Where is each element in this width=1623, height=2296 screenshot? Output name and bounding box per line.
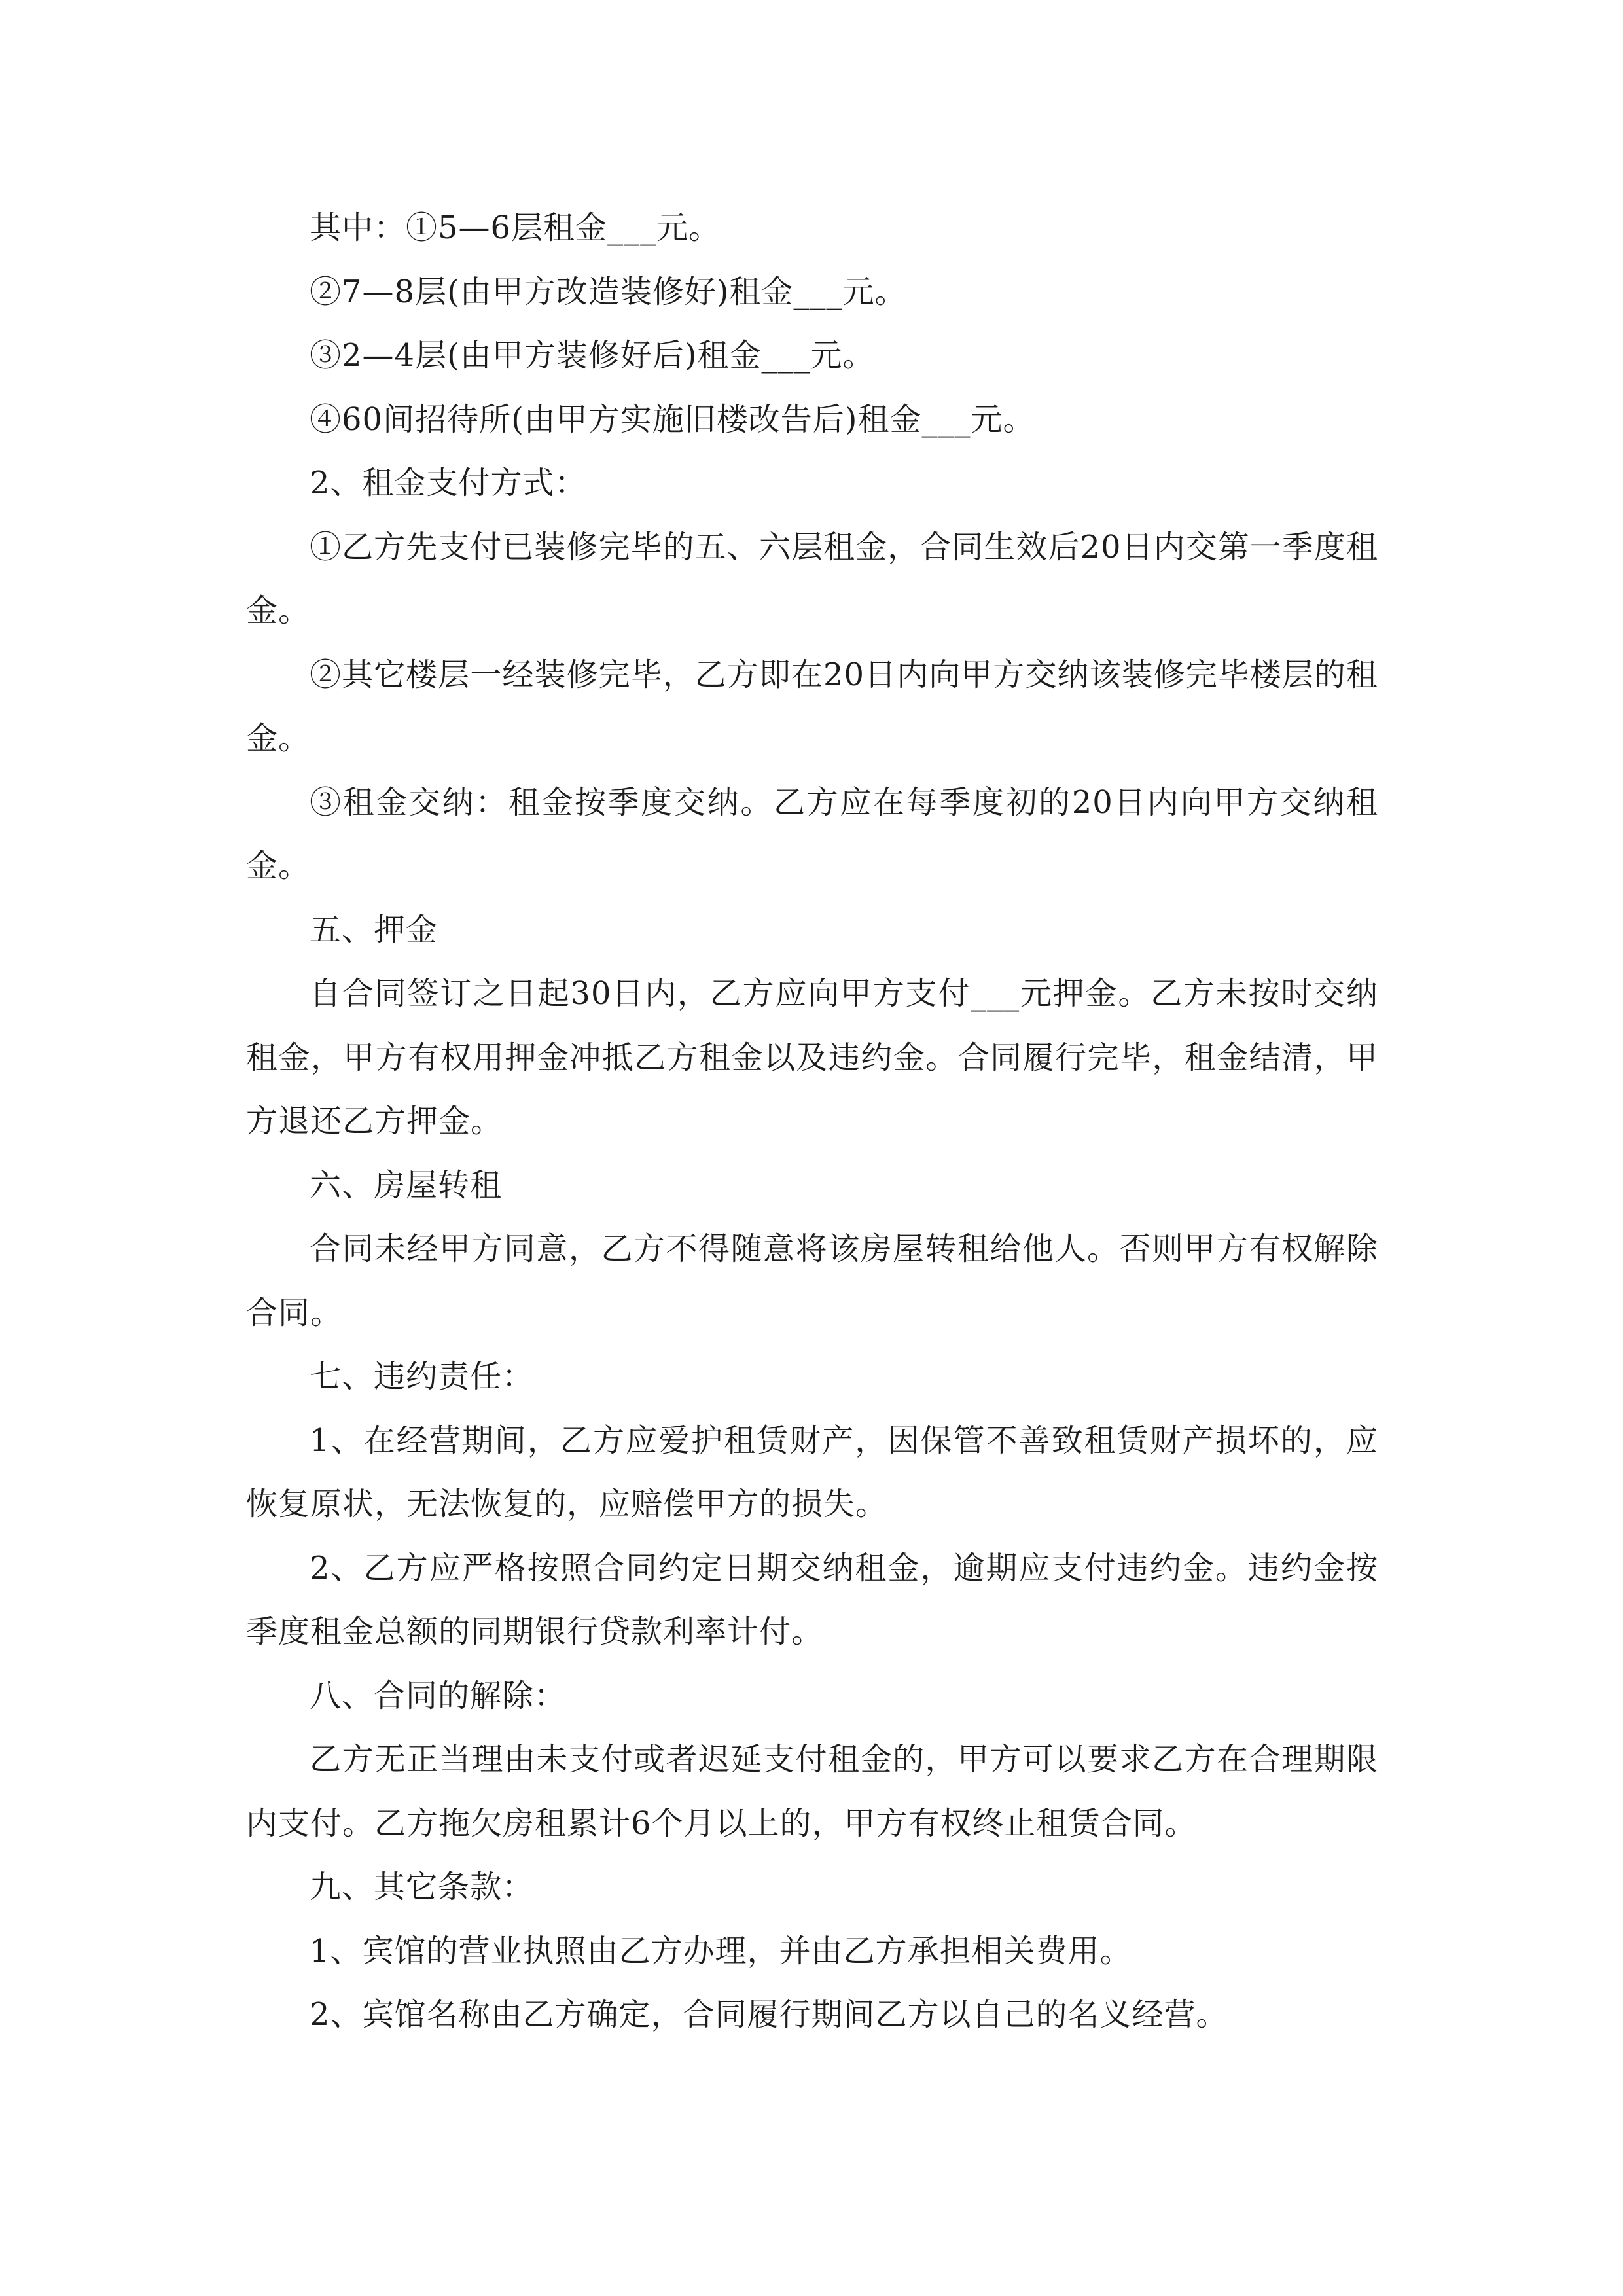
payment-method-item-1: ①乙方先支付已装修完毕的五、六层租金，合同生效后20日内交第一季度租金。 xyxy=(246,528,1378,629)
payment-method-item-3: ③租金交纳：租金按季度交纳。乙方应在每季度初的20日内向甲方交纳租金。 xyxy=(246,783,1378,884)
section-heading-other-terms: 九、其它条款： xyxy=(310,1869,535,1905)
breach-clause-2: 2、乙方应严格按照合同约定日期交纳租金，逾期应支付违约金。违约金按季度租金总额的同期银行贷款利率计付。 xyxy=(246,1549,1378,1650)
deposit-clause: 自合同签订之日起30日内，乙方应向甲方支付___元押金。乙方未按时交纳租金，甲方有权用押金冲抵乙方租金以及违约金。合同履行完毕，租金结清，甲方退还乙方押金。 xyxy=(246,975,1378,1139)
rent-item-floors-2-4: ③2—4层(由甲方装修好后)租金___元。 xyxy=(310,337,875,374)
breach-clause-1: 1、在经营期间，乙方应爱护租赁财产，因保管不善致租赁财产损坏的，应恢复原状，无法恢复的，应赔偿甲方的损失。 xyxy=(246,1422,1378,1522)
section-heading-breach: 七、违约责任： xyxy=(310,1358,535,1395)
rent-item-guesthouse: ④60间招待所(由甲方实施旧楼改告后)租金___元。 xyxy=(310,401,1035,438)
section-heading-sublease: 六、房屋转租 xyxy=(310,1166,503,1204)
other-terms-clause-2: 2、宾馆名称由乙方确定，合同履行期间乙方以自己的名义经营。 xyxy=(310,1996,1228,2033)
section-heading-deposit: 五、押金 xyxy=(310,911,438,948)
document-body xyxy=(246,196,1378,2047)
termination-clause: 乙方无正当理由未支付或者迟延支付租金的，甲方可以要求乙方在合理期限内支付。乙方拖欠房租累计6个月以上的，甲方有权终止租赁合同。 xyxy=(246,1741,1378,1842)
payment-method-item-2: ②其它楼层一经装修完毕，乙方即在20日内向甲方交纳该装修完毕楼层的租金。 xyxy=(246,656,1378,757)
payment-method-heading: 2、租金支付方式： xyxy=(310,465,587,501)
other-terms-clause-1: 1、宾馆的营业执照由乙方办理，并由乙方承担相关费用。 xyxy=(310,1932,1132,1969)
sublease-clause: 合同未经甲方同意，乙方不得随意将该房屋转租给他人。否则甲方有权解除合同。 xyxy=(246,1230,1378,1331)
section-heading-termination: 八、合同的解除： xyxy=(310,1677,567,1714)
rent-breakdown-intro: 其中：①5—6层租金___元。 xyxy=(310,209,721,246)
rent-item-floors-7-8: ②7—8层(由甲方改造装修好)租金___元。 xyxy=(310,273,907,310)
